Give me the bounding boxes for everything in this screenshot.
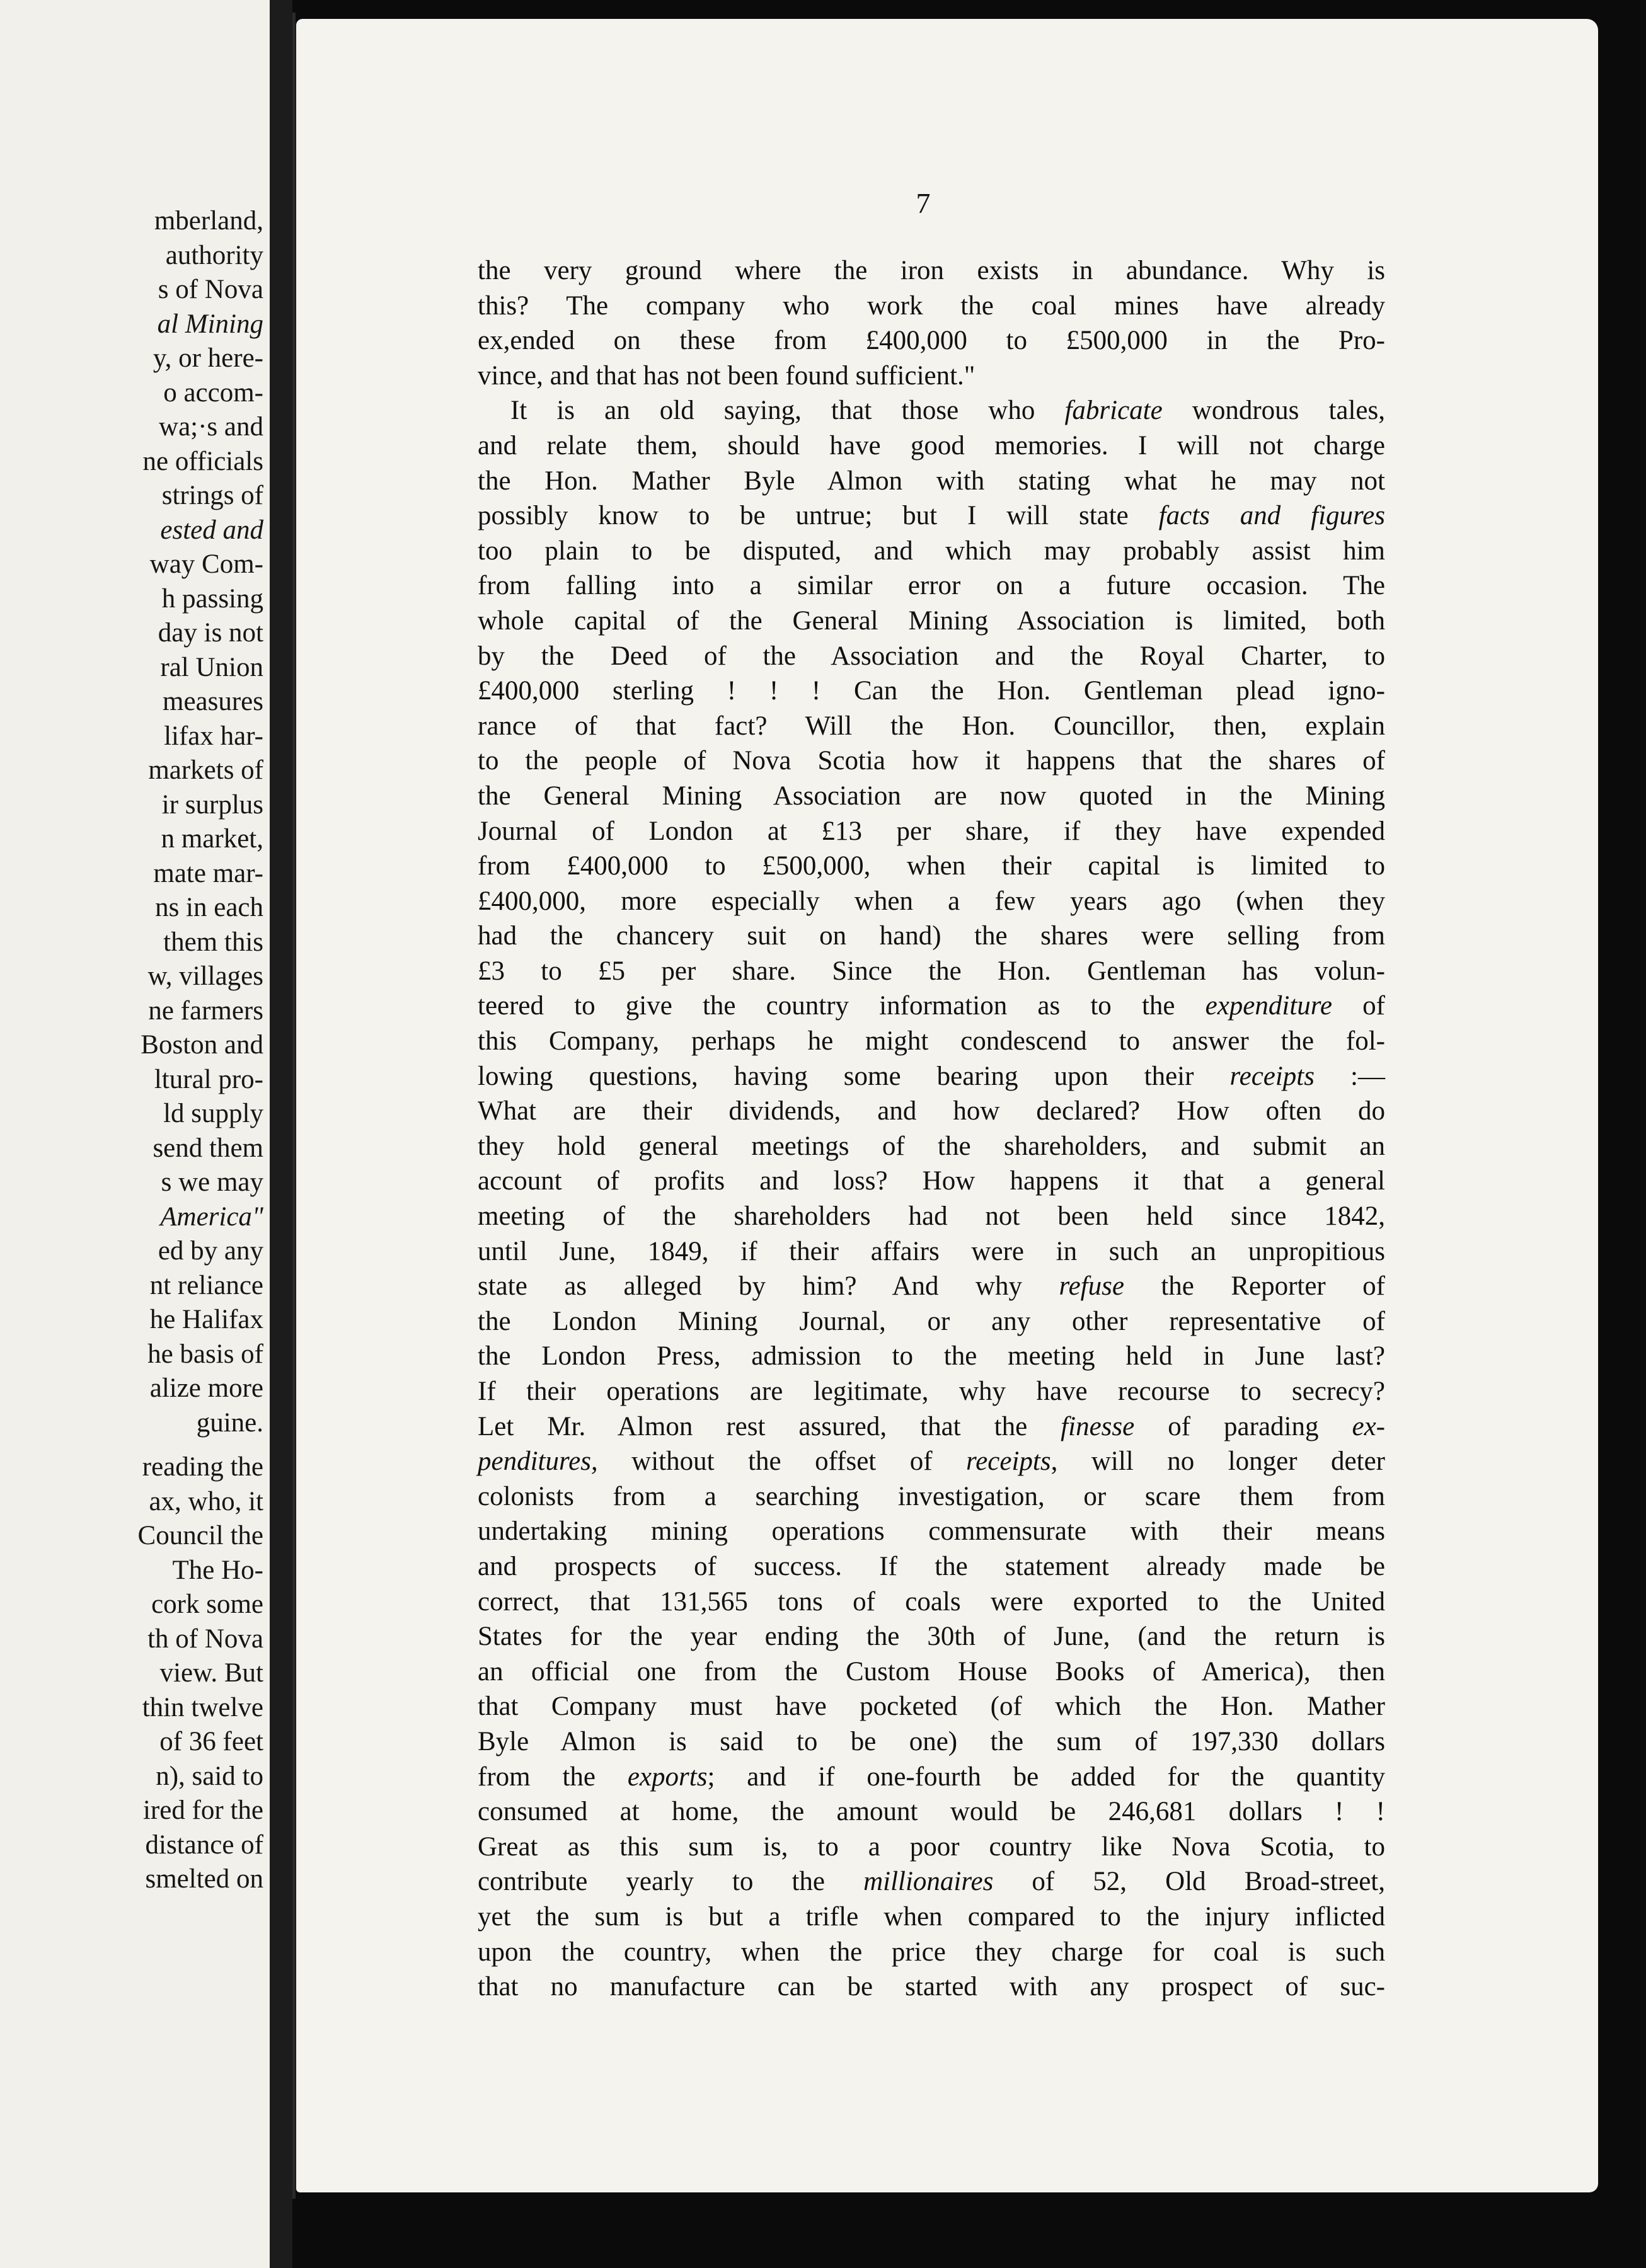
text-segment: state as alleged by him? And why [478, 1271, 1059, 1302]
text-line [478, 1094, 1385, 1129]
left-text-line: ne farmers [148, 995, 263, 1026]
text-segment: the London Press, admission to the meeting held in June last? [478, 1341, 1385, 1372]
text-segment: What are their dividends, and how declared? How often do [478, 1096, 1385, 1126]
left-text-line: ir surplus [161, 789, 263, 820]
text-line [478, 1234, 1385, 1269]
left-text-line: ne officials [142, 446, 263, 476]
text-segment: and prospects of success. If the statement already made be [478, 1551, 1385, 1581]
text-line [478, 1689, 1385, 1724]
text-segment: the London Mining Journal, or any other representative of [478, 1306, 1385, 1336]
page-body-text [478, 253, 1385, 2005]
text-line [478, 1654, 1385, 1690]
text-line [478, 1409, 1385, 1445]
italic-text: receipts [966, 1446, 1051, 1477]
left-text-line: lifax har- [164, 721, 263, 751]
text-segment: of [1332, 991, 1385, 1021]
left-text-line: s of Nova [158, 275, 263, 304]
left-text-line: Boston and [141, 1030, 263, 1060]
text-line [478, 1549, 1385, 1584]
text-line [478, 1444, 1385, 1479]
text-line [478, 1899, 1385, 1935]
left-text-line: of 36 feet [159, 1727, 263, 1756]
text-segment: possibly know to be untrue; but I will state [478, 501, 1159, 531]
text-line [478, 954, 1385, 989]
text-line [478, 743, 1385, 779]
text-segment: rance of that fact? Will the Hon. Councillor, then, explain [478, 711, 1385, 741]
text-line [478, 1794, 1385, 1830]
left-text-line: h passing [161, 583, 263, 614]
text-line [478, 1479, 1385, 1515]
left-text-line: ired for the [142, 1796, 263, 1825]
left-text-line: measures [163, 687, 263, 716]
left-text-line: ested and [160, 515, 263, 545]
text-segment: :— [1315, 1061, 1385, 1091]
text-line [478, 1514, 1385, 1549]
text-segment: contribute yearly to the [478, 1867, 864, 1897]
text-line [478, 1619, 1385, 1654]
text-line [478, 604, 1385, 639]
left-text-line: ed by any [158, 1236, 263, 1266]
left-text-line: markets of [148, 755, 263, 785]
text-segment: to the people of Nova Scotia how it happens that the shares of [478, 746, 1385, 776]
text-segment: from £400,000 to £500,000, when their capital is limited to [478, 851, 1385, 881]
text-segment: teered to give the country information as to the [478, 991, 1206, 1021]
italic-text: fabricate [1064, 396, 1163, 426]
text-segment: an official one from the Custom House Books of America), then [478, 1656, 1385, 1687]
left-text-line: th of Nova [147, 1624, 263, 1654]
text-segment: , will no longer deter [1050, 1446, 1385, 1477]
text-line [478, 1374, 1385, 1409]
text-segment: £400,000 sterling ! ! ! Can the Hon. Gentleman plead igno- [478, 676, 1385, 706]
italic-text: refuse [1059, 1271, 1124, 1302]
left-text-line: strings of [161, 481, 263, 510]
text-segment: colonists from a searching investigation, or scare them from [478, 1481, 1385, 1511]
text-segment: undertaking mining operations commensurate with their means [478, 1516, 1385, 1547]
text-line [478, 358, 1385, 394]
text-segment: correct, that 131,565 tons of coals were exported to the United [478, 1586, 1385, 1617]
text-segment: this? The company who work the coal mines have already [478, 290, 1385, 321]
page-number: 7 [916, 187, 931, 219]
left-text-line: guine. [196, 1407, 263, 1438]
left-text-line: send them [153, 1133, 263, 1163]
text-line [478, 673, 1385, 709]
text-segment: they hold general meetings of the shareholders, and submit an [478, 1131, 1385, 1161]
text-line [478, 568, 1385, 604]
left-text-line: n market, [161, 824, 263, 854]
left-text-line: ns in each [155, 893, 263, 922]
left-text-line: mberland, [154, 206, 263, 236]
text-segment: the very ground where the iron exists in abundance. Why is [478, 256, 1385, 285]
text-segment: the Hon. Mather Byle Almon with stating what he may not [478, 466, 1385, 496]
left-text-line: ltural pro- [154, 1064, 263, 1094]
left-text-line: nt reliance [149, 1270, 263, 1300]
left-text-line: The Ho- [172, 1555, 263, 1585]
italic-text: ex- [1352, 1411, 1385, 1441]
left-text-line: n), said to [156, 1761, 263, 1791]
left-page-fragment [0, 0, 270, 2268]
text-segment: of parading [1134, 1411, 1352, 1441]
left-text-line: them this [163, 927, 263, 957]
left-text-line: ral Union [160, 652, 263, 682]
text-line [478, 919, 1385, 954]
text-segment: upon the country, when the price they charge for coal is such [478, 1937, 1385, 1967]
text-segment: by the Deed of the Association and the Royal Charter, to [478, 641, 1385, 671]
italic-text: millionaires [863, 1867, 994, 1897]
italic-text: penditures, [478, 1446, 598, 1477]
text-segment: vince, and that has not been found sufficient." [478, 360, 976, 391]
text-segment: Byle Almon is said to be one) the sum of 197,330 dollars [478, 1726, 1385, 1756]
text-line [478, 1935, 1385, 1970]
left-text-line: America" [160, 1201, 263, 1232]
left-text-line: he basis of [147, 1339, 263, 1369]
left-text-line: smelted on [145, 1864, 263, 1894]
text-line [478, 639, 1385, 674]
text-segment: lowing questions, having some bearing upon their [478, 1061, 1230, 1091]
left-page-text [37, 204, 263, 1897]
text-line [478, 1830, 1385, 1865]
text-line [478, 884, 1385, 919]
text-line [478, 1584, 1385, 1620]
text-line [478, 814, 1385, 849]
left-text-line: cork some [151, 1589, 263, 1619]
left-text-line: reading the [142, 1452, 263, 1482]
text-line [478, 988, 1385, 1024]
italic-text: expenditure [1205, 991, 1333, 1021]
text-segment: too plain to be disputed, and which may probably assist him [478, 536, 1385, 566]
left-text-line: al Mining [157, 309, 263, 339]
text-line [478, 289, 1385, 324]
text-line [478, 1339, 1385, 1374]
text-segment: £3 to £5 per share. Since the Hon. Gentleman has volun- [478, 956, 1385, 986]
text-segment: the Reporter of [1124, 1271, 1385, 1302]
text-segment: If their operations are legitimate, why have recourse to secrecy? [478, 1377, 1385, 1406]
text-segment: £400,000, more especially when a few years ago (when they [478, 886, 1385, 916]
left-text-line: y, or here- [153, 343, 263, 373]
text-line [478, 498, 1385, 534]
text-segment: yet the sum is but a trifle when compared to the injury inflicted [478, 1901, 1385, 1932]
text-line [478, 428, 1385, 464]
text-segment: this Company, perhaps he might condescend to answer the fol- [478, 1026, 1385, 1057]
text-line [478, 1024, 1385, 1059]
text-line [478, 323, 1385, 358]
left-text-line: thin twelve [142, 1692, 263, 1722]
italic-text: facts and figures [1158, 501, 1385, 531]
left-text-line: w, villages [147, 961, 263, 991]
text-segment: whole capital of the General Mining Association is limited, both [478, 605, 1385, 636]
text-segment: Let Mr. Almon rest assured, that the [478, 1411, 1061, 1441]
text-segment: without the offset of [597, 1446, 967, 1477]
text-segment: Great as this sum is, to a poor country like Nova Scotia, to [478, 1831, 1385, 1862]
italic-text: finesse [1061, 1411, 1135, 1441]
italic-text: exports [627, 1761, 708, 1792]
text-line [478, 849, 1385, 884]
text-line [478, 1969, 1385, 2005]
text-segment: Journal of London at £13 per share, if they have expended [478, 816, 1385, 846]
text-segment: ; and if one-fourth be added for the quantity [707, 1761, 1385, 1792]
text-line [478, 1199, 1385, 1234]
text-segment: that Company must have pocketed (of which the Hon. Mather [478, 1692, 1385, 1722]
text-segment: had the chancery suit on hand) the shares were selling from [478, 921, 1385, 951]
text-line [478, 1724, 1385, 1760]
text-segment: the General Mining Association are now quoted in the Mining [478, 781, 1385, 811]
text-line [478, 534, 1385, 569]
text-line [478, 464, 1385, 499]
text-line [478, 1164, 1385, 1199]
left-text-line: ld supply [163, 1099, 263, 1128]
text-segment: States for the year ending the 30th of June, (and the return is [478, 1622, 1385, 1652]
text-line [478, 1059, 1385, 1094]
text-segment: from the [478, 1761, 628, 1792]
left-text-line: day is not [158, 618, 263, 648]
page-gutter [270, 0, 292, 2268]
left-text-line: authority [165, 240, 263, 270]
left-text-line: he Halifax [149, 1305, 263, 1334]
text-segment: It is an old saying, that those who [510, 396, 1065, 426]
text-segment: ex,ended on these from £400,000 to £500,000 in the Pro- [478, 326, 1385, 356]
text-segment: until June, 1849, if their affairs were in such an unpropitious [478, 1236, 1385, 1266]
left-text-line: o accom- [163, 377, 263, 408]
text-segment: meeting of the shareholders had not been held since 1842, [478, 1201, 1385, 1232]
text-line [478, 1269, 1385, 1304]
left-text-line: wa;·s and [159, 412, 263, 442]
text-line [478, 393, 1385, 428]
left-text-line: s we may [161, 1167, 263, 1197]
text-segment: consumed at home, the amount would be 246,681 dollars ! ! [478, 1797, 1385, 1827]
left-text-line: ax, who, it [149, 1486, 263, 1516]
text-segment: that no manufacture can be started with any prospect of suc- [478, 1972, 1385, 2002]
text-segment: and relate them, should have good memories. I will not charge [478, 430, 1385, 461]
text-line [478, 1129, 1385, 1164]
left-text-line: way Com- [149, 549, 263, 579]
left-text-line: distance of [145, 1830, 263, 1860]
left-text-line: mate mar- [153, 858, 263, 888]
text-segment: of 52, Old Broad-street, [993, 1867, 1385, 1897]
text-segment: from falling into a similar error on a future occasion. The [478, 571, 1385, 601]
text-line [478, 1304, 1385, 1339]
text-segment: account of profits and loss? How happens it that a general [478, 1166, 1385, 1196]
text-line [478, 1864, 1385, 1899]
text-segment: wondrous tales, [1162, 396, 1386, 426]
text-line [478, 709, 1385, 744]
italic-text: receipts [1229, 1061, 1315, 1091]
binding-edge [292, 13, 296, 2199]
text-line [478, 253, 1385, 289]
text-line [478, 1760, 1385, 1795]
left-text-line: view. But [159, 1658, 263, 1688]
left-text-line: alize more [149, 1373, 263, 1403]
left-text-line: Council the [137, 1521, 263, 1550]
text-line [478, 779, 1385, 814]
